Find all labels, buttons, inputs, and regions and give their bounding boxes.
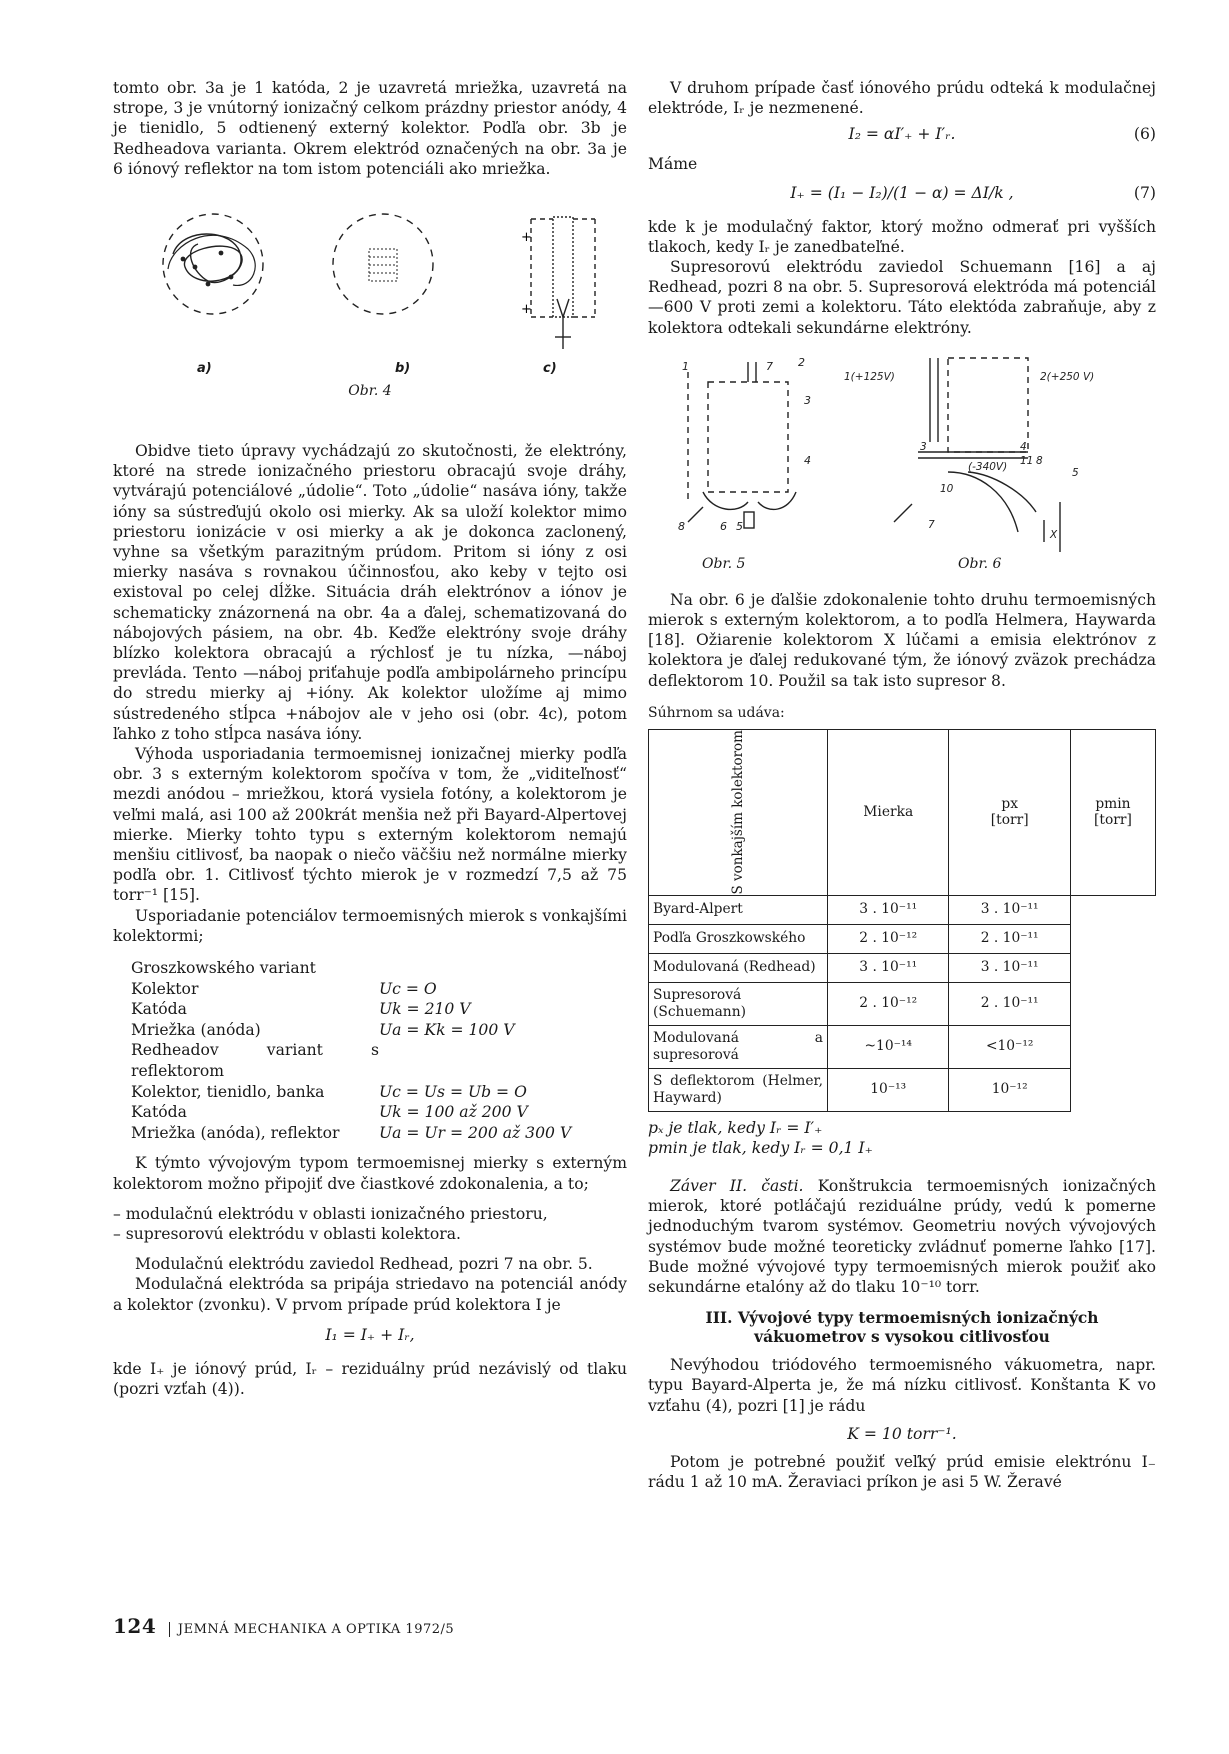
- conclusion-label: Záver II. časti.: [670, 1176, 804, 1195]
- potential-row: [131, 999, 627, 1020]
- equation-number: (6): [1133, 125, 1156, 144]
- figure-6-label: 1(+125V): [844, 370, 895, 383]
- figure-6-label: 2(+250 V): [1040, 370, 1095, 383]
- potential-label: Kolektor: [131, 979, 199, 998]
- table-cell-pmin: 2 . 10⁻¹¹: [949, 924, 1070, 953]
- potential-value: Uc = O: [379, 979, 437, 998]
- figure-5-label: 2: [798, 355, 805, 369]
- table-cell-px: 2 . 10⁻¹²: [828, 924, 949, 953]
- page-number: 124: [113, 1614, 157, 1638]
- figure-5-label: 5: [736, 519, 743, 533]
- table-cell-px: 2 . 10⁻¹²: [828, 982, 949, 1025]
- potential-value: Ua = Ur = 200 až 300 V: [379, 1123, 572, 1142]
- potential-row: [131, 979, 627, 1000]
- table-cell-name: Podľa Groszkowského: [649, 924, 828, 953]
- figure-5-label: 8: [678, 519, 685, 533]
- figure-5-label: 6: [720, 519, 727, 533]
- figure-4a-label: a): [197, 361, 212, 377]
- paragraph: kde k je modulačný faktor, ktorý možno odmerať pri vyšších tlakoch, kedy Iᵣ je zanedbateľné.: [648, 217, 1156, 256]
- paragraph: Modulačnú elektródu zaviedol Redhead, pozri 7 na obr. 5.: [135, 1255, 593, 1274]
- table-header-px-unit: [torr]: [990, 812, 1029, 829]
- figure-4b-label: b): [395, 361, 411, 377]
- paragraph: Nevýhodou triódového termoemisného vákuometra, napr. typu Bayard-Alperta je, že má nízku citlivosť. Konštanta K vo vzťahu (4), pozri [1] je rádu: [648, 1356, 1156, 1415]
- figure-5-label: 4: [804, 453, 811, 467]
- potential-value: Uk = 100 až 200 V: [379, 1103, 528, 1122]
- svg-text:+: +: [521, 230, 532, 246]
- figure-6-label: 5: [1072, 466, 1079, 479]
- figure-5-6-drawing: [648, 352, 1156, 574]
- table-side-cell: [649, 730, 828, 895]
- table-cell-px: ~10⁻¹⁴: [828, 1025, 949, 1068]
- table-side-label: S vonkajším kolektorom: [729, 730, 746, 895]
- figure-6-label: 10: [940, 482, 954, 495]
- table-cell-pmin: 2 . 10⁻¹¹: [949, 982, 1070, 1025]
- equation-number: (7): [1133, 183, 1156, 202]
- equation-text: I₂ = αI′₊ + I′ᵣ.: [848, 125, 956, 144]
- figure-6-label: X: [1050, 528, 1058, 541]
- section-heading: III. Vývojové typy termoemisných ionizačných vákuometrov s vysokou citlivosťou: [705, 1309, 1099, 1347]
- table-header-pmin: [1070, 730, 1155, 895]
- table-cell-px: 10⁻¹³: [828, 1068, 949, 1111]
- table-row: [649, 1025, 1156, 1068]
- paragraph: V druhom prípade časť iónového prúdu odteká k modulačnej elektróde, Iᵣ je nezmenené.: [648, 79, 1156, 118]
- potential-label: Mriežka (anóda), reflektor: [131, 1123, 340, 1142]
- potential-label: Katóda: [131, 1103, 187, 1122]
- paragraph: Potom je potrebné použiť veľký prúd emisie elektrónu I₋ rádu 1 až 10 mA. Žeraviaci príkon je asi 5 W. Žeravé: [648, 1452, 1156, 1491]
- table-row: [649, 924, 1156, 953]
- table-header-pmin-unit: [torr]: [1094, 812, 1132, 829]
- potential-label: Katóda: [131, 1000, 187, 1019]
- table-row: [649, 1068, 1156, 1111]
- table-header-px-label: px: [1001, 795, 1018, 812]
- figure-6-label: 7: [928, 518, 935, 531]
- table-row: [649, 982, 1156, 1025]
- paragraph: Supresorovú elektródu zaviedol Schuemann [16] a aj Redhead, pozri 8 na obr. 5. Supresorová elektróda má potenciál —600 V proti zemi a kolektoru. Táto elektóda zabraňuje, aby z kolektora odtekali sekundárne elektróny.: [648, 258, 1156, 337]
- potential-row: [131, 1020, 627, 1041]
- figure-6-label: 8: [1036, 454, 1043, 467]
- summary-table: [648, 729, 1156, 1111]
- paragraph: K týmto vývojovým typom termoemisnej mierky s externým kolektorom možno připojiť dve čiastkové zdokonalenia, a to;: [113, 1154, 627, 1193]
- potential-value: Ua = Kk = 100 V: [379, 1020, 515, 1039]
- table-note: pₓ je tlak, kedy Iᵣ = I′₊: [648, 1118, 823, 1137]
- potential-row: [131, 1040, 627, 1081]
- table-header-px: [949, 730, 1070, 895]
- table-cell-name: Modulovaná a supresorová: [649, 1025, 828, 1068]
- paragraph: Výhoda usporiadania termoemisnej ionizačnej mierky podľa obr. 3 s externým kolektorom spočíva v tom, že „viditeľnosť“ mezdi anódou – mriežkou, ktorá vysiela fotóny, a kolektorom je veľmi malá, asi 100 až 200krát menšia než při Bayard-Alpertovej mierke. Mierky tohto typu s externým kolektorom nemajú menšiu citlivosť, ba naopak o niečo väčšiu než normálne mierky podľa obr. 1. Citlivosť týchto mierok je v rozmedzí 7,5 až 75 torr⁻¹ [15].: [113, 745, 627, 905]
- label-mame: Máme: [648, 155, 698, 174]
- table-cell-pmin: 10⁻¹²: [949, 1068, 1070, 1111]
- equation-text: K = 10 torr⁻¹.: [847, 1424, 957, 1443]
- potential-label: Kolektor, tienidlo, banka: [131, 1082, 325, 1101]
- page-footer: [113, 1614, 454, 1638]
- journal-name: JEMNÁ MECHANIKA A OPTIKA 1972/5: [177, 1622, 455, 1637]
- table-cell-pmin: 3 . 10⁻¹¹: [949, 895, 1070, 924]
- table-header-mierka: Mierka: [828, 730, 949, 895]
- equation-k: [648, 1420, 1156, 1448]
- improvement-list: [113, 1204, 627, 1244]
- figure-4c-label: c): [543, 361, 557, 377]
- potential-row: [131, 958, 627, 979]
- paragraph: tomto obr. 3a je 1 katóda, 2 je uzavretá mriežka, uzavretá na strope, 3 je vnútorný ionizačný celkom prázdny priestor anódy, 4 je tienidlo, 5 odtienený externý kolektor. Podľa obr. 3b je Redheadova varianta. Okrem elektród označených na obr. 3a je 6 iónový reflektor na tom istom potenciáli ako mriežka.: [113, 79, 627, 178]
- equation-6: [648, 122, 1156, 150]
- potential-list: [131, 958, 627, 1143]
- potential-value: Uk = 210 V: [379, 1000, 471, 1019]
- equation-7: [648, 179, 1156, 213]
- paragraph: Obidve tieto úpravy vychádzajú zo skutočnosti, že elektróny, ktoré na strede ionizačného priestoru obracajú svoje dráhy, vytvárajú potenciálové „údolie“. Toto „údolie“ nasáva ióny, takže ióny sa sústreďujú okolo osi mierky. Ak sa uloží kolektor mimo priestoru ionizácie v osi mierky a ak je dokonca zaclonený, vyhne sa všetkým parazitným prúdom. Pritom si ióny z osi mierky nasáva s rovnakou účinnosťou, ako keby v tejto osi existoval po celej dĺžke. Situácia dráh elektrónov a iónov je schematicky znázornená na obr. 4a a ďalej, schematizovaná do nábojových pásiem, na obr. 4b. Keďže elektróny svoje dráhy blízko kolektora obracajú a rýchlosť je tu nízka, —náboj prevláda. Tento —náboj priťahuje podľa ambipolárneho princípu do stredu mierky aj +ióny. Ak kolektor uložíme aj mimo sústredeného stĺpca +nábojov ale v jeho osi (obr. 4c), potom ľahko z toho stĺpca nasáva ióny.: [113, 442, 627, 743]
- figure-5-label: 1: [682, 359, 689, 373]
- right-column: [648, 78, 1156, 1492]
- table-cell-name: Byard-Alpert: [649, 895, 828, 924]
- equation-text: I₊ = (I₁ − I₂)/(1 − α) = ΔI/k ,: [790, 183, 1014, 202]
- paragraph: [648, 1176, 1156, 1297]
- svg-text:+: +: [521, 302, 532, 318]
- figures-5-6: [648, 352, 1156, 574]
- equation-text: I₁ = I₊ + Iᵣ,: [325, 1325, 415, 1344]
- figure-5-label: 3: [804, 393, 811, 407]
- table-header-pmin-label: pmin: [1095, 795, 1131, 812]
- table-cell-name: Modulovaná (Redhead): [649, 953, 828, 982]
- paragraph: Usporiadanie potenciálov termoemisných mierok s vonkajšími kolektormi;: [113, 906, 627, 945]
- potential-label: Redheadov variant s reflektorom: [131, 1041, 379, 1081]
- potential-row: [131, 1102, 627, 1123]
- equation-i1: [113, 1319, 627, 1355]
- figure-6-label: (-340V): [968, 460, 1008, 473]
- table-row: [649, 895, 1156, 924]
- figure-4: [113, 189, 627, 399]
- paragraph: kde I₊ je iónový prúd, Iᵣ – reziduálny prúd nezávislý od tlaku (pozri vzťah (4)).: [113, 1359, 627, 1399]
- figure-6-label: 3: [920, 440, 927, 453]
- figure-6-caption: Obr. 6: [958, 555, 1002, 572]
- list-item: – modulačnú elektródu v oblasti ionizačného priestoru,: [113, 1204, 548, 1223]
- table-cell-name: S deflektorom (Helmer, Hayward): [649, 1068, 828, 1111]
- potential-row: [131, 1082, 627, 1103]
- left-column: [113, 78, 627, 1399]
- paragraph: Na obr. 6 je ďalšie zdokonalenie tohto druhu termoemisných mierok s externým kolektorom, a to podľa Helmera, Haywarda [18]. Ožiarenie kolektorom X lúčami a emisia elektrónov z kolektora je ďalej redukované tým, že iónový zväzok prechádza deflektorom 10. Použil sa tak isto supresor 8.: [648, 590, 1156, 690]
- table-cell-name: Supresorová (Schuemann): [649, 982, 828, 1025]
- potential-label: Groszkowského variant: [131, 959, 316, 978]
- paragraph: Modulačná elektróda sa pripája striedavo na potenciál anódy a kolektor (zvonku). V prvom prípade prúd kolektora I je: [113, 1275, 627, 1314]
- table-cell-px: 3 . 10⁻¹¹: [828, 895, 949, 924]
- table-row: [649, 953, 1156, 982]
- list-item: – supresorovú elektródu v oblasti kolektora.: [113, 1225, 461, 1244]
- figure-4-caption: Obr. 4: [348, 383, 392, 400]
- figure-6-label: 4: [1020, 440, 1027, 453]
- table-cell-px: 3 . 10⁻¹¹: [828, 953, 949, 982]
- potential-value: Uc = Us = Ub = O: [379, 1082, 527, 1101]
- figure-5-label: 7: [766, 359, 773, 373]
- summary-label: Súhrnom sa udáva:: [648, 704, 785, 721]
- table-cell-pmin: <10⁻¹²: [949, 1025, 1070, 1068]
- table-note: pmin je tlak, kedy Iᵣ = 0,1 I₊: [648, 1138, 873, 1157]
- conclusion-text: Konštrukcia termoemisných ionizačných mierok, ktoré potláčajú reziduálne prúdy, vedú k pomerne jednoduchým tvarom systémov. Geometriu nových vývojových systémov bude možné teoreticky zvládnuť pomerne ľahko [17]. Bude možné vývojové typy termoemisných mierok použiť ako sekundárne etalóny až do tlaku 10⁻¹⁰ torr.: [648, 1176, 1156, 1296]
- potential-label: Mriežka (anóda): [131, 1020, 261, 1039]
- potential-row: [131, 1123, 627, 1144]
- table-cell-pmin: 3 . 10⁻¹¹: [949, 953, 1070, 982]
- figure-6-label: 11: [1020, 454, 1034, 467]
- figure-5-caption: Obr. 5: [702, 555, 746, 572]
